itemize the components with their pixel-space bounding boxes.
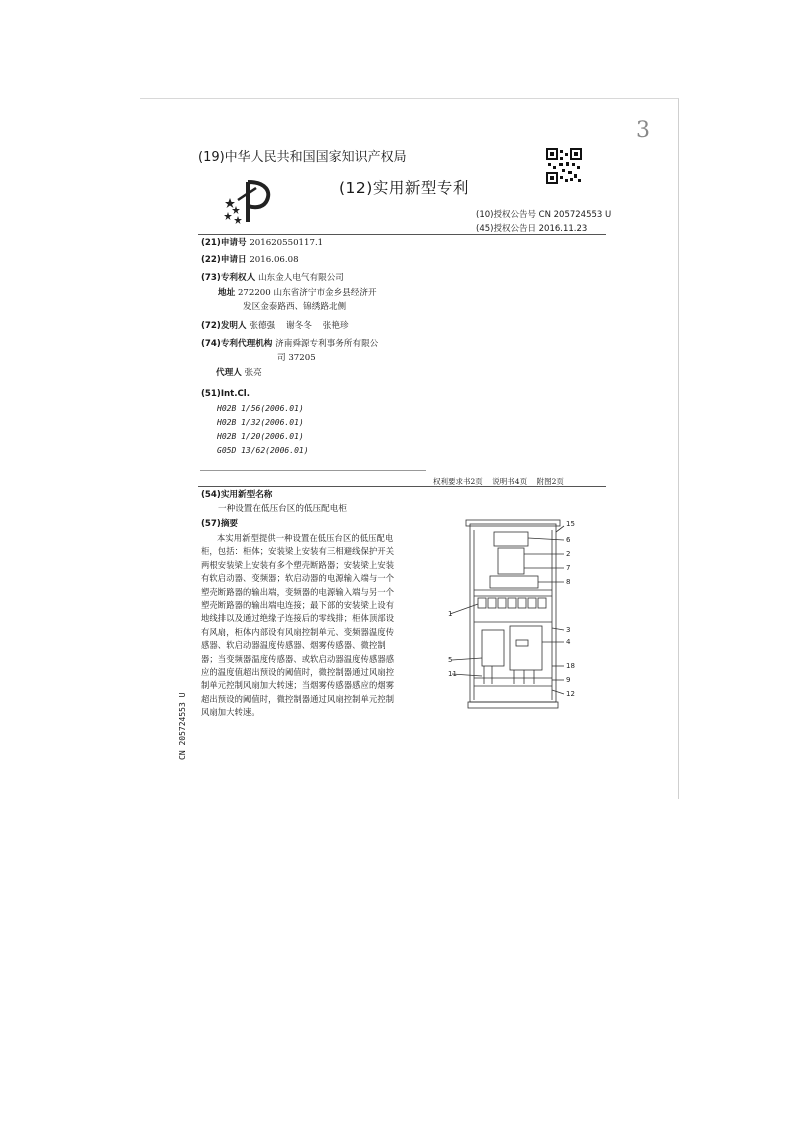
inventors-label: (72)发明人 xyxy=(201,321,247,331)
application-date xyxy=(201,254,299,267)
agent xyxy=(216,367,262,380)
figure-label: 4 xyxy=(566,638,571,646)
figure-label: 2 xyxy=(566,550,571,558)
agency-value-1: 济南舜源专利事务所有限公 xyxy=(275,339,379,349)
figure-label: 7 xyxy=(566,564,571,572)
address-line-1 xyxy=(218,287,377,300)
qr-code-icon xyxy=(546,148,582,184)
agent-label: 代理人 xyxy=(216,368,242,378)
publication-number: (10)授权公告号 CN 205724553 U xyxy=(476,210,612,220)
utility-title: 一种设置在低压台区的低压配电柜 xyxy=(218,504,347,514)
office-name: (19)中华人民共和国国家知识产权局 xyxy=(198,150,407,165)
inventors-value: 张德强 谢冬冬 张艳珍 xyxy=(249,321,349,331)
figure-label: 5 xyxy=(448,656,453,664)
title-label xyxy=(201,489,272,502)
figure-label: 9 xyxy=(566,676,571,684)
address-label: 地址 xyxy=(218,288,236,298)
int-cl xyxy=(201,388,250,401)
patentee-value: 山东金人电气有限公司 xyxy=(257,273,344,283)
intcl-label: (51)Int.Cl. xyxy=(201,389,251,399)
cabinet-drawing xyxy=(448,518,578,728)
address-value-1: 272200 山东省济宁市金乡县经济开 xyxy=(237,288,377,298)
cnipa-logo-icon xyxy=(222,178,276,226)
agency-line-2: 司 37205 xyxy=(277,353,316,363)
address-line-2: 发区金泰路西、锦绣路北侧 xyxy=(243,302,347,312)
bib-divider xyxy=(200,470,426,471)
figure-label: 12 xyxy=(566,690,575,698)
document-type: (12)实用新型专利 xyxy=(339,179,469,197)
agency xyxy=(201,338,378,351)
figure-label: 8 xyxy=(566,578,571,586)
section-divider xyxy=(198,486,606,487)
header-divider xyxy=(198,234,606,235)
corner-mark: 3 xyxy=(636,118,650,143)
ipc-class: H02B 1/32(2006.01) xyxy=(217,418,304,427)
abstract-label xyxy=(201,518,238,531)
ipc-class: H02B 1/20(2006.01) xyxy=(217,432,304,441)
ipc-class: H02B 1/56(2006.01) xyxy=(217,404,304,413)
figure-label: 18 xyxy=(566,662,575,670)
app-date-value: 2016.06.08 xyxy=(249,255,299,265)
publication-date: (45)授权公告日 2016.11.23 xyxy=(476,224,588,234)
side-pub-code: CN 205724553 U xyxy=(178,692,187,760)
agency-label: (74)专利代理机构 xyxy=(201,339,273,349)
app-date-label: (22)申请日 xyxy=(201,255,247,265)
figure-label: 1 xyxy=(448,610,453,618)
figure-label: 15 xyxy=(566,520,575,528)
ipc-class: G05D 13/62(2006.01) xyxy=(217,446,309,455)
inventors xyxy=(201,320,349,333)
title-label-text: (54)实用新型名称 xyxy=(201,490,273,500)
figure-label: 3 xyxy=(566,626,571,634)
page-count: 权利要求书2页 说明书4页 附图2页 xyxy=(433,477,564,486)
figure-label: 11 xyxy=(448,670,457,678)
agent-value: 张亮 xyxy=(244,368,262,378)
figure-label: 6 xyxy=(566,536,571,544)
abstract-label-text: (57)摘要 xyxy=(201,519,239,529)
app-no-value: 201620550117.1 xyxy=(249,238,324,248)
application-number xyxy=(201,237,323,250)
abstract-text: 本实用新型提供一种设置在低压台区的低压配电柜，包括：柜体；安装梁上安装有三相避线保护开关两根安装梁上安装有多个塑壳断路器；安装梁上安装有软启动器、变频器；软启动器的电源输入端与一个塑壳断路器的输出端，变频器的电源输入端与另一个塑壳断路器的输出端电连接；最下部的安装梁上设有地线排以及通过绝缘子连接后的零线排；柜体顶部设有风扇，柜体内部设有风扇控制单元、变频器温度传感器、软启动器温度传感器、烟雾传感器、微控制器；当变频器温度传感器、或软启动器温度传感器感应的温度值超出预设的阈值时，微控制器通过风扇控制单元控制风扇加大转速；当烟雾传感器感应的烟雾超出预设的阈值时，微控制器通过风扇控制单元控制风扇加大转速。 xyxy=(201,533,395,718)
patentee-label: (73)专利权人 xyxy=(201,273,256,283)
patentee xyxy=(201,272,344,285)
app-no-label: (21)申请号 xyxy=(201,238,247,248)
